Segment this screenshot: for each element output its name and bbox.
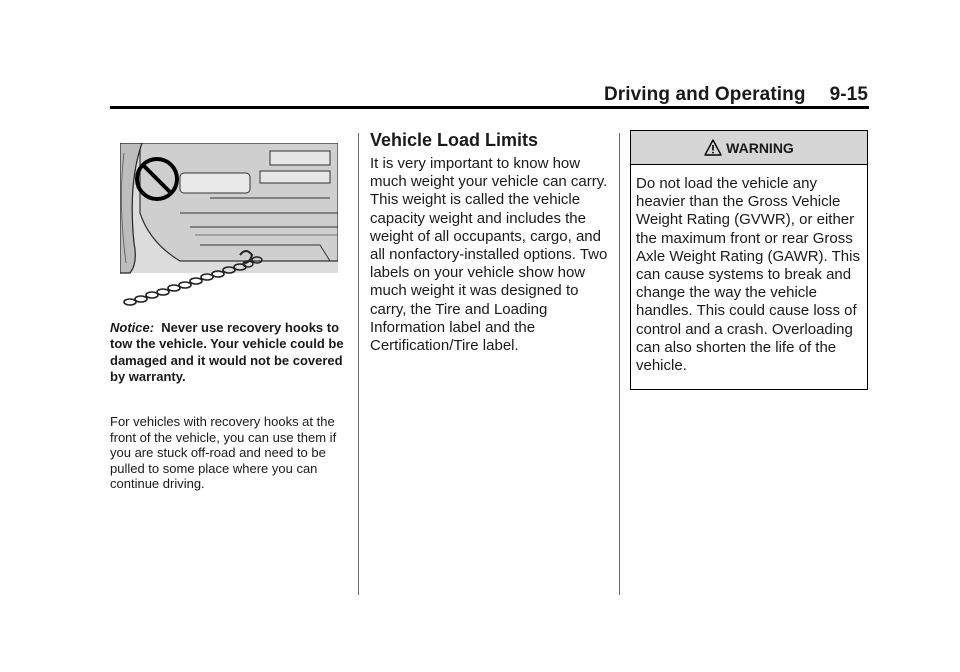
page-number: 9-15 bbox=[829, 84, 868, 105]
notice-body: Never use recovery hooks to tow the vehicle. Your vehicle could be damaged and it would not be covered by warranty. bbox=[110, 320, 344, 384]
section-title: Driving and Operating bbox=[603, 84, 806, 105]
warning-text: Do not load the vehicle any heavier than the Gross Vehicle Weight Rating (GVWR), or either the maximum front or rear Gross Axle Weight Rating (GAWR). This can cause systems to break and change the way the vehicle handles. This could cause loss of control and a crash. Overloading can also shorten the life of the vehicle. bbox=[636, 175, 860, 375]
notice-text bbox=[110, 320, 350, 385]
recovery-hooks-paragraph: For vehicles with recovery hooks at the front of the vehicle, you can use them if you are stuck off-road and need to be pulled to some place where you can continue driving. bbox=[110, 414, 337, 491]
notice-label: Notice: bbox=[110, 320, 155, 335]
column-divider bbox=[619, 133, 620, 595]
warning-triangle-icon bbox=[704, 139, 722, 157]
recovery-hook-towing-illustration bbox=[120, 143, 338, 313]
vehicle-load-limits-heading: Vehicle Load Limits bbox=[370, 130, 539, 150]
column-divider bbox=[358, 133, 359, 595]
warning-box bbox=[630, 130, 868, 390]
warning-header bbox=[631, 131, 867, 165]
page-header bbox=[110, 84, 868, 104]
vehicle-load-limits-paragraph: It is very important to know how much weight your vehicle can carry. This weight is called the vehicle capacity weight and includes the weight of all occupants, cargo, and all nonfactory-installed options. Two labels on your vehicle show how much weight it was designed to carry, the Tire and Loading Information label and the Certification/Tire label. bbox=[370, 155, 608, 355]
warning-title: WARNING bbox=[726, 139, 794, 156]
header-rule bbox=[110, 106, 869, 109]
